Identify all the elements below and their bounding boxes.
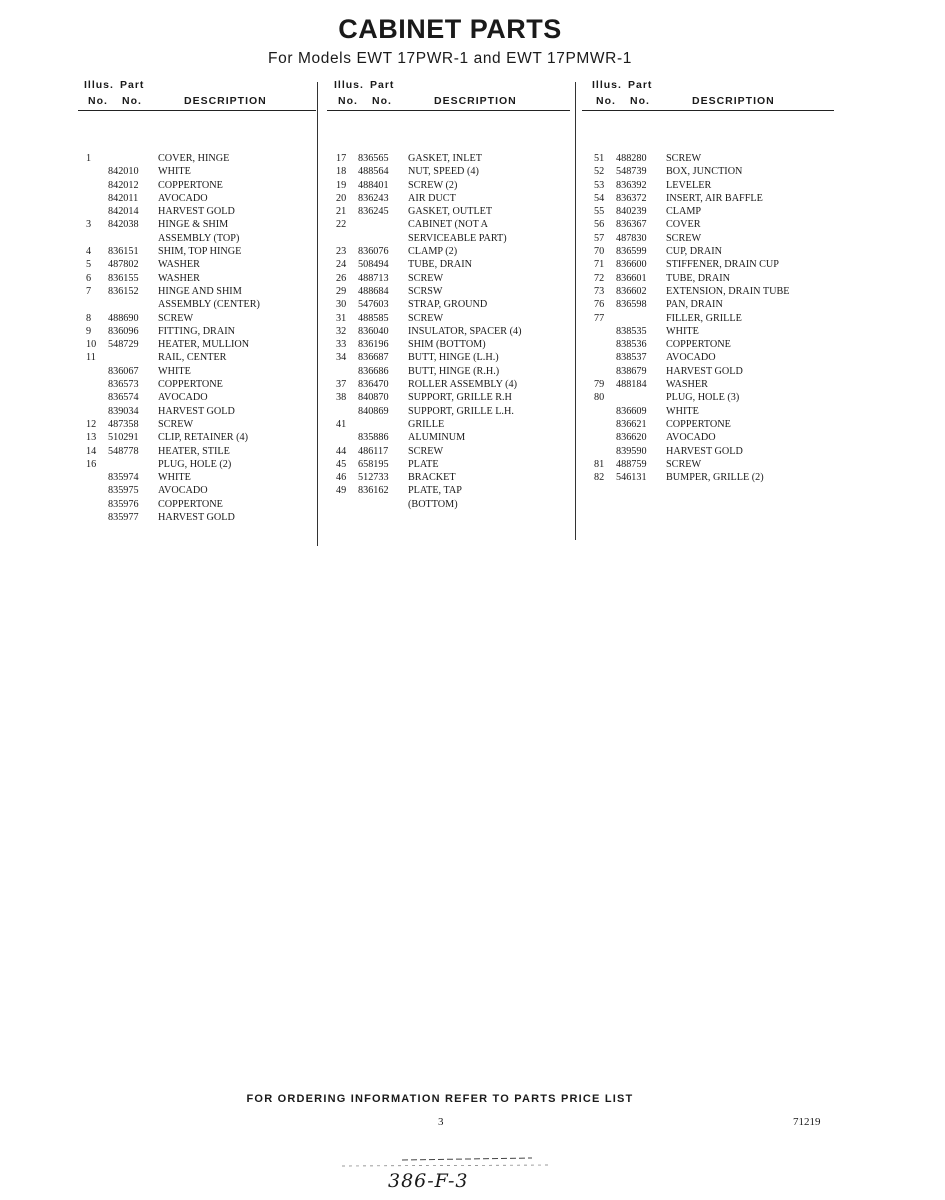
part-number: 840239 xyxy=(616,206,647,218)
part-description: SCREW xyxy=(666,458,702,470)
part-number: 836152 xyxy=(108,285,139,297)
scan-marks xyxy=(332,1150,562,1170)
part-number: 836686 xyxy=(358,365,389,377)
illus-number: 29 xyxy=(336,285,347,297)
part-number: 836040 xyxy=(358,325,389,337)
part-number: 836609 xyxy=(616,405,647,417)
illus-number: 56 xyxy=(594,219,605,231)
part-description: SERVICEABLE PART) xyxy=(408,232,507,244)
part-description: SCREW xyxy=(666,153,702,164)
part-number: 488713 xyxy=(358,272,389,284)
part-description: SUPPORT, GRILLE R.H xyxy=(408,392,512,404)
part-number: 546131 xyxy=(616,472,647,484)
part-description: PLUG, HOLE (2) xyxy=(158,458,232,470)
part-description: GRILLE xyxy=(408,418,445,430)
part-description: WHITE xyxy=(158,472,191,484)
part-number: 838536 xyxy=(616,339,647,351)
illus-number: 46 xyxy=(336,472,347,484)
part-description: GASKET, OUTLET xyxy=(408,206,493,218)
illus-number: 37 xyxy=(336,379,347,391)
header-illus: Illus. xyxy=(334,79,364,91)
part-number: 835975 xyxy=(108,485,139,497)
illus-number: 1 xyxy=(86,153,92,164)
part-number: 547603 xyxy=(358,299,389,311)
part-number: 548778 xyxy=(108,445,139,457)
header-illus: Illus. xyxy=(84,79,114,91)
part-description: SUPPORT, GRILLE L.H. xyxy=(408,405,514,417)
illus-number: 17 xyxy=(336,153,347,164)
illus-number: 70 xyxy=(594,246,605,258)
header-part: Part xyxy=(370,79,395,91)
illus-number: 79 xyxy=(594,379,605,391)
part-number: 835974 xyxy=(108,472,139,484)
part-number: 836372 xyxy=(616,192,647,204)
part-number: 488564 xyxy=(358,166,389,178)
part-description: BUTT, HINGE (R.H.) xyxy=(408,365,500,377)
part-description: ALUMINUM xyxy=(408,432,466,444)
illus-number: 44 xyxy=(336,445,347,457)
column-divider xyxy=(317,82,318,546)
part-number: 508494 xyxy=(358,259,389,271)
part-number: 836367 xyxy=(616,219,647,231)
part-number: 836574 xyxy=(108,392,139,404)
illus-number: 23 xyxy=(336,246,347,258)
part-number: 836598 xyxy=(616,299,647,311)
illus-number: 57 xyxy=(594,232,605,244)
part-number: 836573 xyxy=(108,379,139,391)
part-description: AIR DUCT xyxy=(408,192,456,204)
illus-number: 45 xyxy=(336,458,347,470)
part-description: BUTT, HINGE (L.H.) xyxy=(408,352,499,364)
part-description: GASKET, INLET xyxy=(408,153,482,164)
page-subtitle: For Models EWT 17PWR-1 and EWT 17PMWR-1 xyxy=(268,50,632,67)
illus-number: 21 xyxy=(336,206,347,218)
part-description: COPPERTONE xyxy=(666,418,731,430)
illus-number: 24 xyxy=(336,259,347,271)
part-number: 842038 xyxy=(108,219,139,231)
part-number: 836096 xyxy=(108,325,139,337)
part-description: HARVEST GOLD xyxy=(666,445,743,457)
part-description: SCREW xyxy=(408,445,444,457)
part-description: PLATE, TAP xyxy=(408,485,462,497)
illus-number: 51 xyxy=(594,153,605,164)
part-description: INSERT, AIR BAFFLE xyxy=(666,192,763,204)
illus-number: 34 xyxy=(336,352,347,364)
column-divider xyxy=(575,82,576,540)
illus-number: 41 xyxy=(336,418,347,430)
part-number: 842014 xyxy=(108,206,139,218)
part-number: 836621 xyxy=(616,418,647,430)
part-number: 842012 xyxy=(108,179,139,191)
part-description: COPPERTONE xyxy=(158,498,223,510)
part-description: HARVEST GOLD xyxy=(158,206,235,218)
page-number: 3 xyxy=(438,1116,444,1128)
part-description: SCREW xyxy=(158,312,194,324)
part-description: ROLLER ASSEMBLY (4) xyxy=(408,379,517,391)
part-description: AVOCADO xyxy=(666,432,716,444)
part-number: 488690 xyxy=(108,312,139,324)
part-number: 836067 xyxy=(108,365,139,377)
part-description: HINGE AND SHIM xyxy=(158,285,242,297)
part-number: 835977 xyxy=(108,512,139,524)
header-rule xyxy=(582,110,834,111)
part-description: COPPERTONE xyxy=(158,179,223,191)
header-rule xyxy=(78,110,316,111)
part-number: 658195 xyxy=(358,458,389,470)
illus-number: 82 xyxy=(594,472,605,484)
parts-column-1 xyxy=(80,78,316,524)
part-description: TUBE, DRAIN xyxy=(666,272,730,284)
illus-number: 55 xyxy=(594,206,605,218)
part-description: ASSEMBLY (CENTER) xyxy=(158,299,260,311)
part-description: WASHER xyxy=(158,259,200,271)
part-description: (BOTTOM) xyxy=(408,498,458,510)
part-number: 510291 xyxy=(108,432,139,444)
header-no: No. xyxy=(338,95,358,107)
part-description: INSULATOR, SPACER (4) xyxy=(408,325,522,337)
part-description: AVOCADO xyxy=(666,352,716,364)
handwritten-code: 386-F-3 xyxy=(388,1170,469,1192)
part-description: HARVEST GOLD xyxy=(158,405,235,417)
illus-number: 14 xyxy=(86,445,97,457)
part-description: SHIM (BOTTOM) xyxy=(408,339,486,351)
part-description: HARVEST GOLD xyxy=(158,512,235,524)
part-description: RAIL, CENTER xyxy=(158,352,227,364)
part-description: WHITE xyxy=(666,405,699,417)
part-description: LEVELER xyxy=(666,179,712,191)
part-description: STRAP, GROUND xyxy=(408,299,488,311)
part-description: HEATER, STILE xyxy=(158,445,230,457)
illus-number: 31 xyxy=(336,312,347,324)
part-number: 488401 xyxy=(358,179,389,191)
header-no: No. xyxy=(630,95,650,107)
document-number: 71219 xyxy=(793,1116,821,1128)
header-description: DESCRIPTION xyxy=(692,95,775,107)
illus-number: 30 xyxy=(336,299,347,311)
illus-number: 54 xyxy=(594,192,605,204)
ordering-note: FOR ORDERING INFORMATION REFER TO PARTS PRICE LIST xyxy=(246,1093,634,1105)
part-number: 836470 xyxy=(358,379,389,391)
part-description: WHITE xyxy=(158,166,191,178)
parts-column-3 xyxy=(588,78,834,484)
part-description: COPPERTONE xyxy=(158,379,223,391)
column-header xyxy=(330,78,570,110)
part-description: SCREW (2) xyxy=(408,179,458,191)
illus-number: 32 xyxy=(336,325,347,337)
part-number: 488585 xyxy=(358,312,389,324)
part-number: 487358 xyxy=(108,418,139,430)
part-number: 838537 xyxy=(616,352,647,364)
part-number: 835976 xyxy=(108,498,139,510)
header-part: Part xyxy=(628,79,653,91)
illus-number: 26 xyxy=(336,272,347,284)
part-number: 836151 xyxy=(108,246,139,258)
part-description: BRACKET xyxy=(408,472,456,484)
header-rule xyxy=(327,110,570,111)
illus-number: 10 xyxy=(86,339,97,351)
illus-number: 16 xyxy=(86,458,97,470)
part-description: CABINET (NOT A xyxy=(408,219,488,231)
part-number: 836155 xyxy=(108,272,139,284)
part-description: WHITE xyxy=(666,325,699,337)
part-description: PLUG, HOLE (3) xyxy=(666,392,740,404)
illus-number: 38 xyxy=(336,392,347,404)
part-description: CUP, DRAIN xyxy=(666,246,723,258)
part-description: SCREW xyxy=(408,272,444,284)
part-description: SCREW xyxy=(408,312,444,324)
part-number: 839034 xyxy=(108,405,139,417)
part-description: STIFFENER, DRAIN CUP xyxy=(666,259,779,271)
illus-number: 4 xyxy=(86,246,92,258)
part-description: SCRSW xyxy=(408,285,443,297)
part-description: WASHER xyxy=(158,272,200,284)
part-description: SHIM, TOP HINGE xyxy=(158,246,242,258)
illus-number: 33 xyxy=(336,339,347,351)
illus-number: 22 xyxy=(336,219,347,231)
header-no: No. xyxy=(372,95,392,107)
header-no: No. xyxy=(88,95,108,107)
illus-number: 13 xyxy=(86,432,97,444)
part-description: CLAMP (2) xyxy=(408,246,458,258)
illus-number: 77 xyxy=(594,312,605,324)
part-number: 836076 xyxy=(358,246,389,258)
column-header xyxy=(588,78,834,110)
part-description: AVOCADO xyxy=(158,485,208,497)
part-number: 836599 xyxy=(616,246,647,258)
illus-number: 6 xyxy=(86,272,92,284)
part-description: COVER xyxy=(666,219,701,231)
part-description: SCREW xyxy=(666,232,702,244)
part-number: 548739 xyxy=(616,166,647,178)
header-no: No. xyxy=(122,95,142,107)
part-description: WASHER xyxy=(666,379,708,391)
part-number: 836687 xyxy=(358,352,389,364)
part-number: 487830 xyxy=(616,232,647,244)
part-number: 838535 xyxy=(616,325,647,337)
part-description: HEATER, MULLION xyxy=(158,339,250,351)
part-number: 836245 xyxy=(358,206,389,218)
illus-number: 3 xyxy=(86,219,92,231)
illus-number: 18 xyxy=(336,166,347,178)
part-description: BUMPER, GRILLE (2) xyxy=(666,472,764,484)
part-number: 512733 xyxy=(358,472,389,484)
illus-number: 19 xyxy=(336,179,347,191)
illus-number: 11 xyxy=(86,352,96,364)
part-number: 488184 xyxy=(616,379,647,391)
illus-number: 73 xyxy=(594,285,605,297)
parts-column-2 xyxy=(330,78,570,510)
part-number: 836601 xyxy=(616,272,647,284)
part-number: 487802 xyxy=(108,259,139,271)
illus-number: 7 xyxy=(86,285,92,297)
part-description: CLAMP xyxy=(666,206,702,218)
part-number: 840869 xyxy=(358,405,389,417)
part-number: 836196 xyxy=(358,339,389,351)
part-number: 548729 xyxy=(108,339,139,351)
part-number: 842010 xyxy=(108,166,139,178)
illus-number: 76 xyxy=(594,299,605,311)
part-description: COPPERTONE xyxy=(666,339,731,351)
illus-number: 8 xyxy=(86,312,92,324)
part-description: PAN, DRAIN xyxy=(666,299,723,311)
column-header xyxy=(80,78,316,110)
header-no: No. xyxy=(596,95,616,107)
header-description: DESCRIPTION xyxy=(434,95,517,107)
illus-number: 80 xyxy=(594,392,605,404)
part-number: 836600 xyxy=(616,259,647,271)
illus-number: 12 xyxy=(86,418,97,430)
part-description: NUT, SPEED (4) xyxy=(408,166,479,178)
part-number: 842011 xyxy=(108,192,139,204)
part-number: 488684 xyxy=(358,285,389,297)
part-description: HARVEST GOLD xyxy=(666,365,743,377)
part-description: ASSEMBLY (TOP) xyxy=(158,232,240,244)
header-part: Part xyxy=(120,79,145,91)
part-description: FITTING, DRAIN xyxy=(158,325,235,337)
part-number: 839590 xyxy=(616,445,647,457)
part-number: 836620 xyxy=(616,432,647,444)
part-description: COVER, HINGE xyxy=(158,153,230,164)
part-description: WHITE xyxy=(158,365,191,377)
part-number: 836565 xyxy=(358,153,389,164)
page-title: CABINET PARTS xyxy=(338,14,562,44)
illus-number: 5 xyxy=(86,259,92,271)
part-number: 838679 xyxy=(616,365,647,377)
part-description: HINGE & SHIM xyxy=(158,219,229,231)
part-number: 488280 xyxy=(616,153,647,164)
part-number: 835886 xyxy=(358,432,389,444)
illus-number: 53 xyxy=(594,179,605,191)
illus-number: 81 xyxy=(594,458,605,470)
part-number: 836602 xyxy=(616,285,647,297)
part-number: 840870 xyxy=(358,392,389,404)
illus-number: 72 xyxy=(594,272,605,284)
part-description: FILLER, GRILLE xyxy=(666,312,742,324)
illus-number: 71 xyxy=(594,259,605,271)
part-number: 836162 xyxy=(358,485,389,497)
part-number: 486117 xyxy=(358,445,389,457)
part-number: 488759 xyxy=(616,458,647,470)
part-description: AVOCADO xyxy=(158,192,208,204)
part-description: EXTENSION, DRAIN TUBE xyxy=(666,285,790,297)
part-description: CLIP, RETAINER (4) xyxy=(158,432,249,444)
part-number: 836392 xyxy=(616,179,647,191)
part-description: AVOCADO xyxy=(158,392,208,404)
part-description: PLATE xyxy=(408,458,439,470)
header-illus: Illus. xyxy=(592,79,622,91)
part-description: TUBE, DRAIN xyxy=(408,259,472,271)
illus-number: 52 xyxy=(594,166,605,178)
part-description: BOX, JUNCTION xyxy=(666,166,743,178)
header-description: DESCRIPTION xyxy=(184,95,267,107)
illus-number: 20 xyxy=(336,192,347,204)
part-description: SCREW xyxy=(158,418,194,430)
illus-number: 9 xyxy=(86,325,92,337)
part-number: 836243 xyxy=(358,192,389,204)
illus-number: 49 xyxy=(336,485,347,497)
